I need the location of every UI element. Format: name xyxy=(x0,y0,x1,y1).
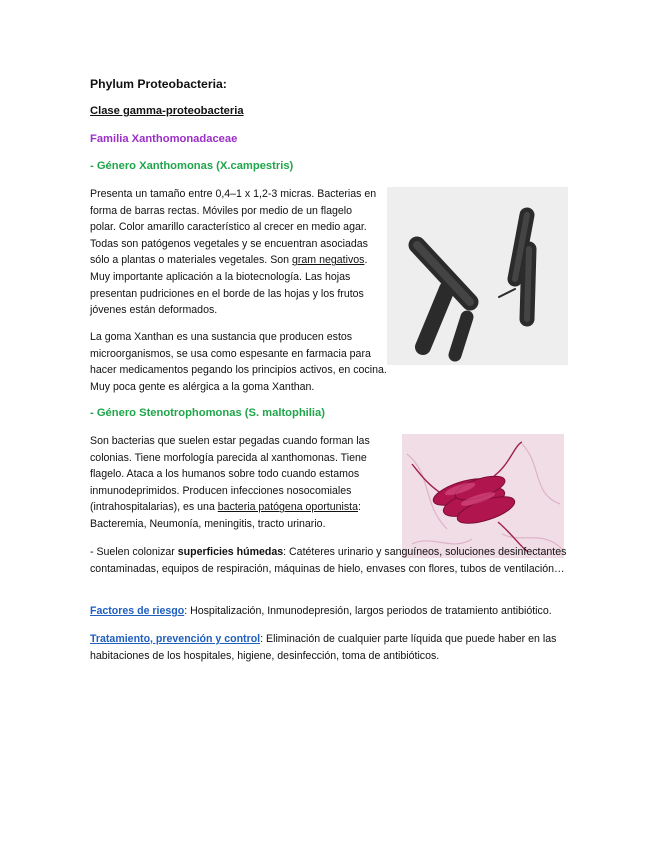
text-span: : Hospitalización, Inmunodepresión, largos periodos de tratamiento antibiótico. xyxy=(184,605,552,617)
bacteria-oportunista-link[interactable]: bacteria patógena oportunista xyxy=(217,501,358,514)
stenotrophomonas-description xyxy=(90,433,390,533)
stenotrophomonas-micrograph xyxy=(402,434,564,558)
moist-surfaces-paragraph xyxy=(90,544,570,577)
xanthomonas-micrograph xyxy=(387,187,568,365)
phylum-heading: Phylum Proteobacteria: xyxy=(90,77,227,91)
family-heading: Familia Xanthomonadaceae xyxy=(90,133,238,145)
text-span: : Bacteremia, Neumonía, meningitis, tracto urinario. xyxy=(90,501,361,530)
bold-span: superficies húmedas xyxy=(177,546,284,558)
treatment-paragraph xyxy=(90,631,570,664)
xanthan-gum-paragraph: La goma Xanthan es una sustancia que producen estos microorganismos, se usa como espesante en farmacia para hacer medicamentos pegando los principios activos, en cocina. Muy poca gente es alérgica a la goma Xanthan. xyxy=(90,331,387,393)
text-span: - Suelen colonizar xyxy=(90,546,178,558)
genus-stenotrophomonas-heading: - Género Stenotrophomonas (S. maltophilia) xyxy=(90,407,325,419)
text-span: . Muy importante aplicación a la biotecnología. Las hojas presentan pudriciones en el borde de las hojas y los frutos jóvenes están deformados. xyxy=(90,254,368,317)
gram-negativos-link[interactable]: gram negativos xyxy=(292,254,365,267)
class-heading: Clase gamma-proteobacteria xyxy=(90,105,244,117)
risk-factors-link[interactable]: Factores de riesgo xyxy=(90,605,185,617)
text-span: Presenta un tamaño entre 0,4–1 x 1,2-3 micras. Bacterias en forma de barras rectas. Móviles por medio de un flagelo polar. Color amarillo característico al crecer en medio agar. Todas son patógenos vegetales y se encuentran asociadas sólo a plantas o materiales vegetales. Son xyxy=(90,188,377,267)
xanthomonas-description xyxy=(90,186,380,319)
treatment-link[interactable]: Tratamiento, prevención y control xyxy=(90,633,261,645)
risk-factors-paragraph xyxy=(90,603,570,620)
text-span: : Eliminación de cualquier parte líquida que puede haber en las habitaciones de los hospitales, higiene, desinfección, toma de antibióticos. xyxy=(90,633,557,662)
text-span: Son bacterias que suelen estar pegadas cuando forman las colonias. Tiene morfología parecida al xanthomonas. Tiene flagelo. Ataca a los humanos sobre todo cuando estamos inmunodeprimidos. Producen infecciones nosocomiales (intrahospitalarias), es una xyxy=(90,435,370,514)
genus-xanthomonas-heading: - Género Xanthomonas (X.campestris) xyxy=(90,160,294,172)
text-span: : Catéteres urinario y sanguíneos, soluciones desinfectantes contaminadas, equipos de respiración, máquinas de hielo, envases con flores, tubos de ventilación… xyxy=(90,546,567,575)
